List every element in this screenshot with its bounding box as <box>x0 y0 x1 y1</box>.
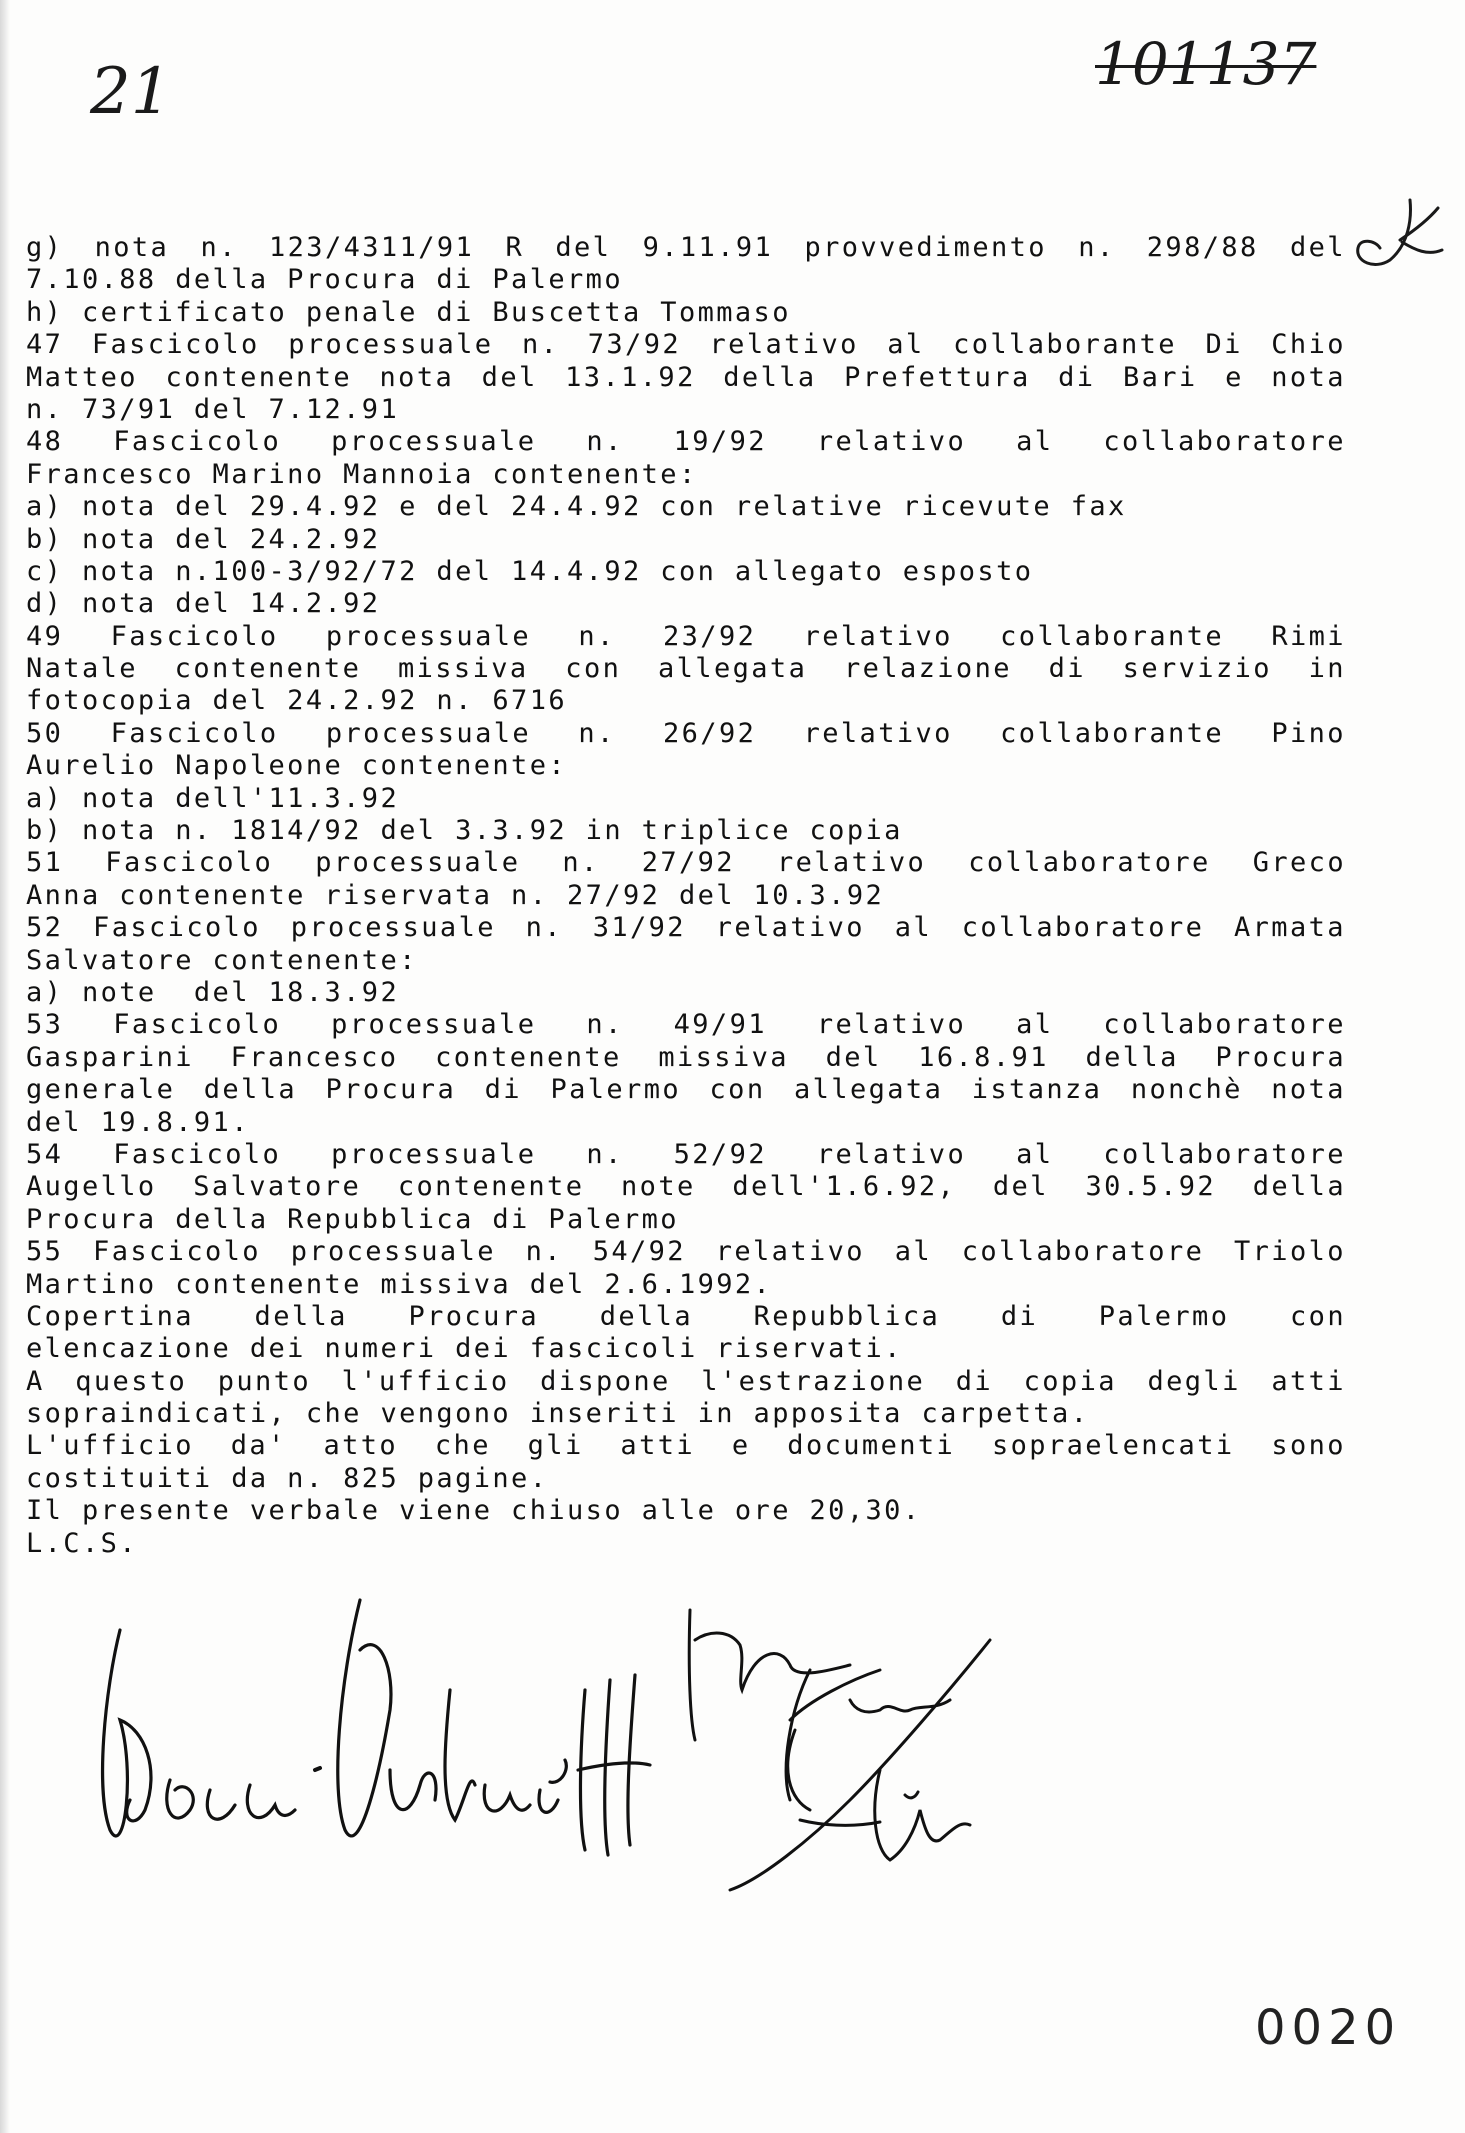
word: Armata <box>1234 912 1346 944</box>
word: g) <box>26 232 64 263</box>
word: collaboratore <box>1103 1138 1346 1170</box>
word: 51 <box>26 847 64 879</box>
word: Greco <box>1252 847 1346 879</box>
word: relativo <box>715 1236 865 1268</box>
word: Fascicolo <box>105 847 274 879</box>
text-line: sopraindicati, che vengono inseriti in apposita carpetta. <box>26 1398 1090 1430</box>
text-line: d) nota del 14.2.92 <box>26 588 381 620</box>
word: di <box>1058 361 1096 393</box>
word: nonchè <box>1130 1074 1243 1106</box>
word: n. <box>586 1009 624 1041</box>
word: 123/4311/91 <box>269 232 475 263</box>
text-line <box>26 847 1346 879</box>
text-line <box>26 1366 1346 1398</box>
word: sopraelencati <box>992 1430 1235 1462</box>
text-line: Martino contenente missiva del 2.6.1992. <box>26 1268 773 1300</box>
word: della <box>1085 1041 1179 1073</box>
word: documenti <box>787 1430 956 1462</box>
word: 52 <box>26 912 64 944</box>
word: 19/92 <box>673 426 767 458</box>
word: n. <box>562 847 600 879</box>
word: questo <box>75 1365 188 1397</box>
word: Fascicolo <box>110 620 279 652</box>
word: allegata <box>658 653 808 685</box>
word: processuale <box>325 620 532 652</box>
word: collaborante <box>1000 620 1225 652</box>
word: 54 <box>26 1138 64 1170</box>
word: 49 <box>26 620 64 652</box>
word: n. <box>586 426 624 458</box>
text-line <box>26 621 1346 653</box>
word: L'ufficio <box>26 1430 194 1462</box>
word: di <box>1048 653 1086 685</box>
word: 54/92 <box>592 1236 686 1268</box>
word: della <box>723 361 817 393</box>
word: n. <box>525 1236 563 1268</box>
text-line <box>26 653 1346 685</box>
verbale-body-text <box>26 232 1346 1560</box>
text-line <box>26 1139 1346 1171</box>
word: atti <box>620 1430 696 1462</box>
handwritten-initials <box>1340 190 1450 290</box>
word: A <box>26 1365 45 1397</box>
word: degli <box>1147 1365 1241 1397</box>
word: nota <box>1271 361 1346 393</box>
word: di <box>484 1074 522 1106</box>
text-line <box>26 1074 1346 1106</box>
word: 26/92 <box>663 717 757 749</box>
word: n. <box>578 717 616 749</box>
word: Rimi <box>1271 620 1346 652</box>
word: processuale <box>315 847 521 879</box>
word: Fascicolo <box>113 426 282 458</box>
handwritten-page-number: 21 <box>90 55 172 129</box>
text-line: elencazione dei numeri dei fascicoli riservati. <box>26 1333 903 1365</box>
text-line <box>26 1009 1346 1041</box>
word: del <box>555 232 612 263</box>
text-line: Francesco Marino Mannoia contenente: <box>26 458 698 490</box>
word: da' <box>230 1430 287 1462</box>
word: Fascicolo <box>113 1009 282 1041</box>
word: relativo <box>816 426 967 458</box>
word: processuale <box>331 1009 537 1041</box>
word: Pino <box>1271 717 1346 749</box>
scan-edge <box>0 0 10 2133</box>
word: del <box>825 1041 882 1073</box>
word: n. <box>525 912 563 944</box>
word: collaboratore <box>961 1236 1205 1268</box>
word: del <box>481 361 538 393</box>
word: note <box>621 1171 696 1203</box>
text-line: n. 73/91 del 7.12.91 <box>26 393 400 425</box>
page-number: 0020 <box>1255 2000 1402 2056</box>
word: collaboratore <box>968 847 1211 879</box>
word: relativo <box>776 847 927 879</box>
word: collaboratore <box>961 912 1205 944</box>
text-line: b) nota n. 1814/92 del 3.3.92 in triplice copia <box>26 815 903 847</box>
word: Natale <box>26 653 138 685</box>
word: servizio <box>1122 653 1272 685</box>
text-line <box>26 1236 1346 1268</box>
word: di <box>955 1365 994 1397</box>
word: relativo <box>715 912 865 944</box>
word: contenente <box>165 361 353 393</box>
word: che <box>434 1430 491 1462</box>
word: atti <box>1271 1365 1346 1397</box>
word: contenente <box>174 653 362 685</box>
word: relativo <box>803 620 953 652</box>
word: Prefettura <box>844 361 1031 393</box>
word: processuale <box>290 912 496 944</box>
word: Palermo <box>550 1074 682 1106</box>
word: atto <box>323 1430 399 1462</box>
word: 48 <box>26 426 64 458</box>
text-line: 7.10.88 della Procura di Palermo <box>26 264 623 296</box>
word: Fascicolo <box>91 329 260 361</box>
word: n. <box>578 620 616 652</box>
word: dell'1.6.92, <box>732 1171 957 1203</box>
word: processuale <box>331 426 537 458</box>
word: 13.1.92 <box>565 361 696 393</box>
word: nota <box>1271 1074 1346 1106</box>
text-line: fotocopia del 24.2.92 n. 6716 <box>26 685 568 717</box>
word: R <box>505 232 525 263</box>
word: della <box>203 1074 298 1106</box>
word: n. <box>586 1138 624 1170</box>
word: al <box>887 329 925 361</box>
word: relazione <box>843 653 1012 685</box>
word: missiva <box>397 653 529 685</box>
word: Francesco <box>230 1041 399 1073</box>
word: con <box>565 653 622 685</box>
word: del <box>992 1171 1049 1203</box>
word: relativo <box>816 1009 967 1041</box>
text-line: Il presente verbale viene chiuso alle ore 20,30. <box>26 1495 922 1527</box>
word: processuale <box>290 1236 496 1268</box>
word: Copertina <box>26 1300 194 1332</box>
word: di <box>1000 1300 1039 1332</box>
word: Fascicolo <box>93 912 261 944</box>
word: l'estrazione <box>701 1365 926 1397</box>
word: n. <box>1078 232 1116 263</box>
word: 53 <box>26 1009 64 1041</box>
struck-through-stamp-number: 101137 <box>1095 30 1317 98</box>
word: Bari <box>1122 361 1198 393</box>
text-line <box>26 362 1346 394</box>
text-line: L.C.S. <box>26 1527 138 1559</box>
word: della <box>254 1300 348 1332</box>
word: Procura <box>1215 1041 1346 1073</box>
word: 9.11.91 <box>642 232 774 263</box>
word: al <box>894 1236 932 1268</box>
word: Salvatore <box>193 1171 362 1203</box>
word: 16.8.91 <box>918 1041 1049 1073</box>
text-line: b) nota del 24.2.92 <box>26 523 381 555</box>
word: processuale <box>331 1138 537 1170</box>
word: nota <box>94 232 170 263</box>
word: 30.5.92 <box>1085 1171 1217 1203</box>
word: Matteo <box>26 361 138 393</box>
text-line: c) nota n.100-3/92/72 del 14.4.92 con allegato esposto <box>26 555 1034 587</box>
word: Procura <box>408 1300 540 1332</box>
word: provvedimento <box>804 232 1047 263</box>
word: relativo <box>816 1138 967 1170</box>
word: relativo <box>803 717 953 749</box>
word: collaborante <box>1000 717 1225 749</box>
word: al <box>1016 1009 1054 1041</box>
text-line <box>26 1430 1346 1462</box>
word: n. <box>200 232 238 263</box>
word: 31/92 <box>592 912 686 944</box>
word: 298/88 <box>1146 232 1259 263</box>
text-line: h) certificato penale di Buscetta Tommaso <box>26 296 791 328</box>
word: Fascicolo <box>113 1138 282 1170</box>
word: n. <box>521 329 560 361</box>
text-line: costituiti da n. 825 pagine. <box>26 1462 549 1494</box>
text-line <box>26 1171 1346 1203</box>
word: con <box>709 1074 766 1106</box>
word: con <box>1290 1300 1346 1332</box>
word: istanza <box>971 1074 1103 1106</box>
text-line <box>26 1301 1346 1333</box>
word: Di <box>1205 329 1243 361</box>
text-line: a) nota dell'11.3.92 <box>26 782 400 814</box>
word: Repubblica <box>753 1300 941 1332</box>
word: Gasparini <box>26 1041 194 1073</box>
text-line <box>26 718 1346 750</box>
text-line <box>26 426 1346 458</box>
text-line: Procura della Repubblica di Palermo <box>26 1203 679 1235</box>
word: Fascicolo <box>93 1236 261 1268</box>
word: collaboratore <box>1103 426 1346 458</box>
word: del <box>1289 232 1346 263</box>
word: relativo <box>709 329 859 361</box>
word: Fascicolo <box>110 717 279 749</box>
word: processuale <box>288 329 494 361</box>
word: collaboratore <box>1103 1009 1346 1041</box>
text-line: a) nota del 29.4.92 e del 24.4.92 con relative ricevute fax <box>26 491 1127 523</box>
word: sono <box>1271 1430 1346 1462</box>
word: 73/92 <box>587 329 682 361</box>
word: al <box>894 912 932 944</box>
text-line: Aurelio Napoleone contenente: <box>26 750 568 782</box>
text-line <box>26 232 1346 264</box>
text-line: a) note del 18.3.92 <box>26 976 400 1008</box>
word: Triolo <box>1234 1236 1346 1268</box>
word: gli <box>527 1430 584 1462</box>
word: contenente <box>435 1041 622 1073</box>
text-line: del 19.8.91. <box>26 1106 250 1138</box>
word: al <box>1016 1138 1054 1170</box>
word: 27/92 <box>641 847 735 879</box>
word: copia <box>1023 1365 1117 1397</box>
word: della <box>1252 1171 1346 1203</box>
word: missiva <box>658 1041 789 1073</box>
text-line: Salvatore contenente: <box>26 944 418 976</box>
word: collaborante <box>953 329 1177 361</box>
word: Palermo <box>1098 1300 1230 1332</box>
word: e <box>1225 361 1244 393</box>
word: 50 <box>26 717 64 749</box>
word: 47 <box>26 329 64 361</box>
word: processuale <box>325 717 532 749</box>
word: 52/92 <box>673 1138 767 1170</box>
word: Augello <box>26 1171 157 1203</box>
word: generale <box>26 1074 176 1106</box>
text-line <box>26 912 1346 944</box>
word: in <box>1308 653 1346 685</box>
word: Chio <box>1271 329 1346 361</box>
word: 55 <box>26 1236 64 1268</box>
word: 23/92 <box>663 620 757 652</box>
word: e <box>731 1430 751 1462</box>
word: 49/91 <box>673 1009 767 1041</box>
word: contenente <box>397 1171 585 1203</box>
text-line <box>26 1042 1346 1074</box>
word: dispone <box>540 1365 671 1397</box>
handwritten-signatures <box>90 1570 1220 1900</box>
word: Procura <box>325 1074 457 1106</box>
word: al <box>1016 426 1054 458</box>
word: allegata <box>794 1074 944 1106</box>
text-line <box>26 329 1346 361</box>
word: l'ufficio <box>341 1365 510 1397</box>
word: nota <box>379 361 455 393</box>
text-line: Anna contenente riservata n. 27/92 del 10.3.92 <box>26 879 885 911</box>
word: punto <box>217 1365 312 1397</box>
word: della <box>599 1300 693 1332</box>
